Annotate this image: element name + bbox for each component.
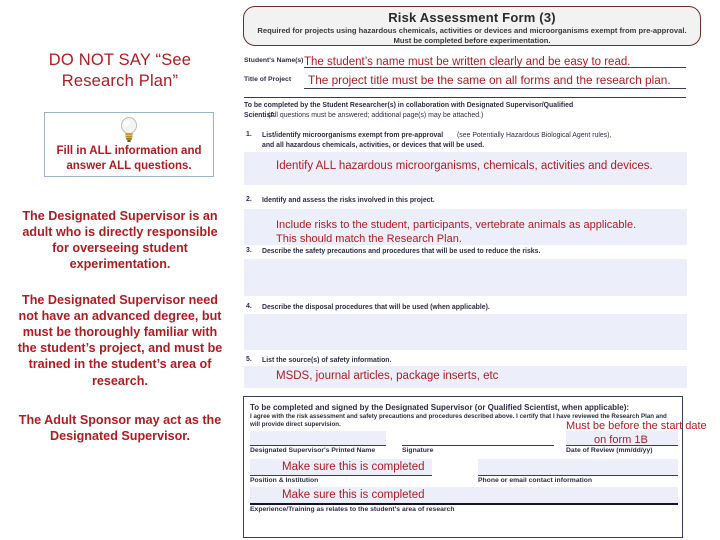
supervisor-paragraph-1: The Designated Supervisor is an adult who is directly responsible for overseeing student experimentation. <box>22 209 218 272</box>
form-instructions-line2-rest: (All questions must be answered; additional page(s) may be attached.) <box>268 112 484 119</box>
question-4-answer-box[interactable] <box>244 314 687 350</box>
signature-block-subtext: I agree with the risk assessment and safety precautions and procedures described above. I certify that I have reviewed the Research Plan and will provide direct supervision. <box>250 413 667 429</box>
question-2-text: Identify and assess the risks involved in this project. <box>262 197 435 204</box>
signature-label: Signature <box>402 447 434 454</box>
date-note-line1: Must be before the start date <box>566 420 707 432</box>
experience-training-label: Experience/Training as relates to the student's area of research <box>250 506 455 513</box>
project-title-label: Title of Project <box>244 76 292 83</box>
question-1-text-a: List/identify microorganisms exempt from pre-approval <box>262 132 444 139</box>
question-3-number: 3. <box>246 247 252 254</box>
annotation-column <box>0 0 238 540</box>
position-institution-label: Position & Institution <box>250 477 319 484</box>
signature-block-heading: To be completed and signed by the Designated Supervisor (or Qualified Scientist, when applicable): <box>250 403 630 412</box>
form-title: Risk Assessment Form (3) <box>388 10 556 25</box>
tip-callout-box <box>44 112 214 177</box>
contact-info-label: Phone or email contact information <box>478 477 593 484</box>
date-of-review-label: Date of Review (mm/dd/yy) <box>566 447 653 454</box>
printed-name-line <box>250 445 386 446</box>
question-4-text: Describe the disposal procedures that will be used (when applicable). <box>262 304 490 311</box>
question-4-number: 4. <box>246 303 252 310</box>
student-name-label: Student's Name(s) <box>244 57 304 64</box>
supervisor-paragraph-3: The Adult Sponsor may act as the Designated Supervisor. <box>18 413 222 444</box>
question-3-text: Describe the safety precautions and procedures that will be used to reduce the risks. <box>262 248 541 255</box>
printed-name-label: Designated Supervisor's Printed Name <box>250 447 376 454</box>
date-note-line2: on form 1B <box>594 434 648 446</box>
supervisor-paragraph-2: The Designated Supervisor need not have an advanced degree, but must be thoroughly familiar with the student’s project, and must be trained in the student’s area of research. <box>17 293 223 388</box>
question-5-note: MSDS, journal articles, package inserts, etc <box>276 370 499 382</box>
experience-note: Make sure this is completed <box>282 489 425 501</box>
printed-name-input[interactable] <box>250 431 386 445</box>
question-2-number: 2. <box>246 196 252 203</box>
section-divider <box>244 97 686 98</box>
form-header-box <box>243 6 701 46</box>
question-1-text-c: and all hazardous chemicals, activities, or devices that will be used. <box>262 142 485 149</box>
do-not-say-annotation: DO NOT SAY “See Research Plan” <box>48 51 192 91</box>
question-1-number: 1. <box>246 131 252 138</box>
signature-line[interactable] <box>402 445 554 446</box>
form-instructions-line2-bold: Scientist: <box>244 112 276 119</box>
position-note: Make sure this is completed <box>282 461 425 473</box>
contact-info-line <box>478 475 678 476</box>
student-name-note: The student’s name must be written clearly and be easy to read. <box>304 56 631 68</box>
question-2-note-line2: This should match the Research Plan. <box>276 233 462 245</box>
project-title-note: The project title must be the same on all forms and the research plan. <box>308 73 671 87</box>
question-5-text: List the source(s) of safety information. <box>262 357 392 364</box>
form-instructions-line1: To be completed by the Student Researcher(s) in collaboration with Designated Supervisor/Qualified <box>244 102 574 109</box>
form-subtitle: Required for projects using hazardous chemicals, activities or devices and microorganisms exempt from pre-approval. Must be completed before experimentation. <box>257 26 687 46</box>
question-2-note-line1: Include risks to the student, participants, vertebrate animals as applicable. <box>276 219 637 231</box>
question-5-number: 5. <box>246 356 252 363</box>
tip-callout-text: Fill in ALL information and answer ALL questions. <box>56 145 202 172</box>
question-1-text-b: (see Potentially Hazardous Biological Agent rules), <box>457 132 612 139</box>
contact-info-input[interactable] <box>478 459 678 475</box>
question-1-note: Identify ALL hazardous microorganisms, chemicals, activities and devices. <box>276 160 653 172</box>
risk-assessment-form <box>238 0 720 540</box>
lightbulb-icon <box>118 115 140 145</box>
question-3-answer-box[interactable] <box>244 259 687 296</box>
